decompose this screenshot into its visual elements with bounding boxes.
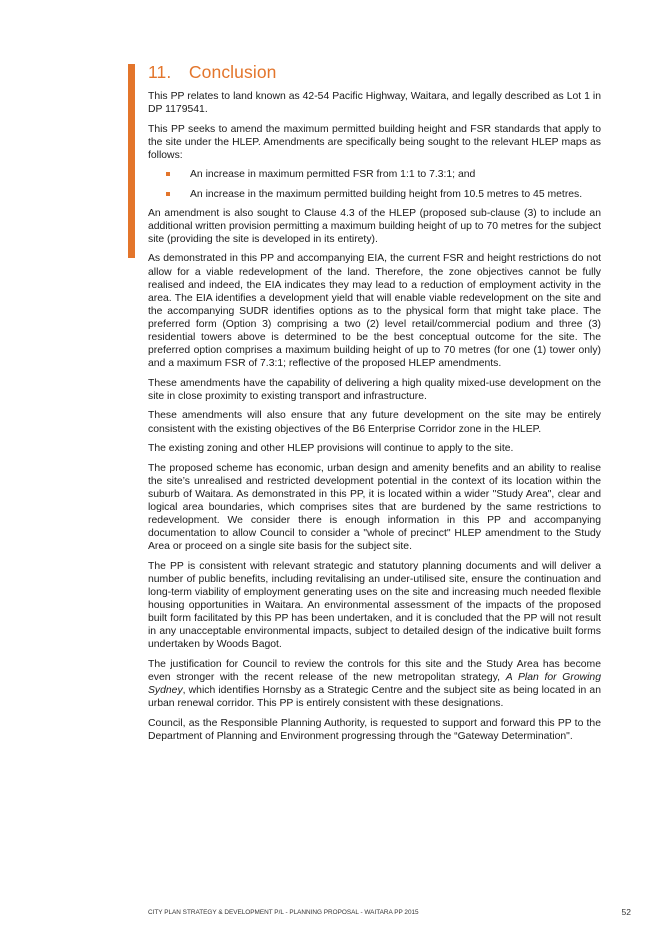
list-item-text: An increase in the maximum permitted building height from 10.5 metres to 45 metres. bbox=[190, 188, 583, 200]
section-accent-bar bbox=[128, 64, 135, 258]
justification-text-start: The justification for Council to review the controls for this site and the Study Area has become even stronger with the recent release of the new metropolitan strategy, bbox=[148, 659, 601, 684]
square-bullet-icon bbox=[166, 172, 170, 176]
strategy-title: A Plan for Growing Sydney bbox=[148, 672, 601, 697]
amendments-list bbox=[148, 168, 601, 200]
paragraph-council-request: Council, as the Responsible Planning Authority, is requested to support and forward this PP to the Department of Planning and Environment progressing through the “Gateway Determination". bbox=[148, 717, 601, 743]
list-item bbox=[148, 188, 601, 201]
paragraph-public-benefits: The PP is consistent with relevant strategic and statutory planning documents and will deliver a number of public benefits, including revitalising an under-utilised site, ensure the continuation and long-term viability of employment generating uses on the site and increasing much needed flexible housing opportunities in Waitara. An environmental assessment of the impacts of the proposed built form facilitated by this PP has been undertaken, and it is concluded that the PP will not result in any unacceptable environmental impacts, subject to detailed design of the indicative built forms undertaken by Woods Bagot. bbox=[148, 560, 601, 651]
section-heading: 11. Conclusion bbox=[148, 62, 277, 82]
list-item-text: An increase in maximum permitted FSR from 1:1 to 7.3:1; and bbox=[190, 169, 476, 181]
paragraph-zone-objectives: These amendments will also ensure that any future development on the site may be entirely consistent with the existing objectives of the B6 Enterprise Corridor zone in the HLEP. bbox=[148, 410, 601, 435]
paragraph-scheme-benefits: The proposed scheme has economic, urban design and amenity benefits and an ability to realise the site’s unrealised and restricted development potential in the context of its location within the suburb of Waitara. As demonstrated in this PP, it is located within a wider "Study Area", clear and logical area boundaries, which comprises sites that are burdened by the same restrictions to redevelopment. We consider there is enough information in this PP and accompanying documentation to allow Council to consider a "whole of precinct" HLEP amendment to the Study Area or proceed on a single site basis for the subject site. bbox=[148, 462, 601, 553]
list-item bbox=[148, 168, 601, 181]
paragraph-mixed-use: These amendments have the capability of delivering a high quality mixed-use development on the site in close proximity to existing transport and infrastructure. bbox=[148, 377, 601, 402]
paragraph-amendments-intro: This PP seeks to amend the maximum permitted building height and FSR standards that apply to the site under the HLEP. Amendments are specifically being sought to the relevant HLEP maps as follows: bbox=[148, 123, 601, 161]
paragraph-eia-findings: As demonstrated in this PP and accompanying EIA, the current FSR and height restrictions do not allow for a viable redevelopment of the land. Therefore, the zone objectives cannot be fully realised and indeed, the EIA indicates they may lead to a reduction of employment activity in the area. The EIA identifies a development yield that will enable viable redevelopment on the site and the accompanying SUDR identifies options as to the physical form that might take place. The preferred form (Option 3) comprising a two (2) level retail/commercial podium and three (3) residential towers above is determined to be the best conceptual outcome for the site. The preferred option comprises a maximum building height of up to 70 metres (for one (1) tower only) and a maximum FSR of 7.3:1; reflective of the proposed HLEP amendments. bbox=[148, 253, 601, 370]
paragraph-justification bbox=[148, 658, 601, 710]
paragraph-existing-zoning: The existing zoning and other HLEP provisions will continue to apply to the site. bbox=[148, 443, 514, 455]
justification-text-end: , which identifies Hornsby as a Strategic Centre and the subject site as being located in an urban renewal corridor. This PP is entirely consistent with these designations. bbox=[148, 685, 601, 710]
document-body bbox=[148, 62, 601, 750]
paragraph-clause-amendment: An amendment is also sought to Clause 4.3 of the HLEP (proposed sub-clause (3) to include an additional written provision permitting a maximum building height of up to 70 metres for the subject site (providing the site is developed in its entirety). bbox=[148, 207, 601, 245]
page-number: 52 bbox=[621, 907, 631, 917]
page-footer: CITY PLAN STRATEGY & DEVELOPMENT P/L - PLANNING PROPOSAL - WAITARA PP 2015 bbox=[148, 909, 419, 916]
paragraph-site-description: This PP relates to land known as 42-54 Pacific Highway, Waitara, and legally described as Lot 1 in DP 1179541. bbox=[148, 91, 601, 116]
square-bullet-icon bbox=[166, 192, 170, 196]
